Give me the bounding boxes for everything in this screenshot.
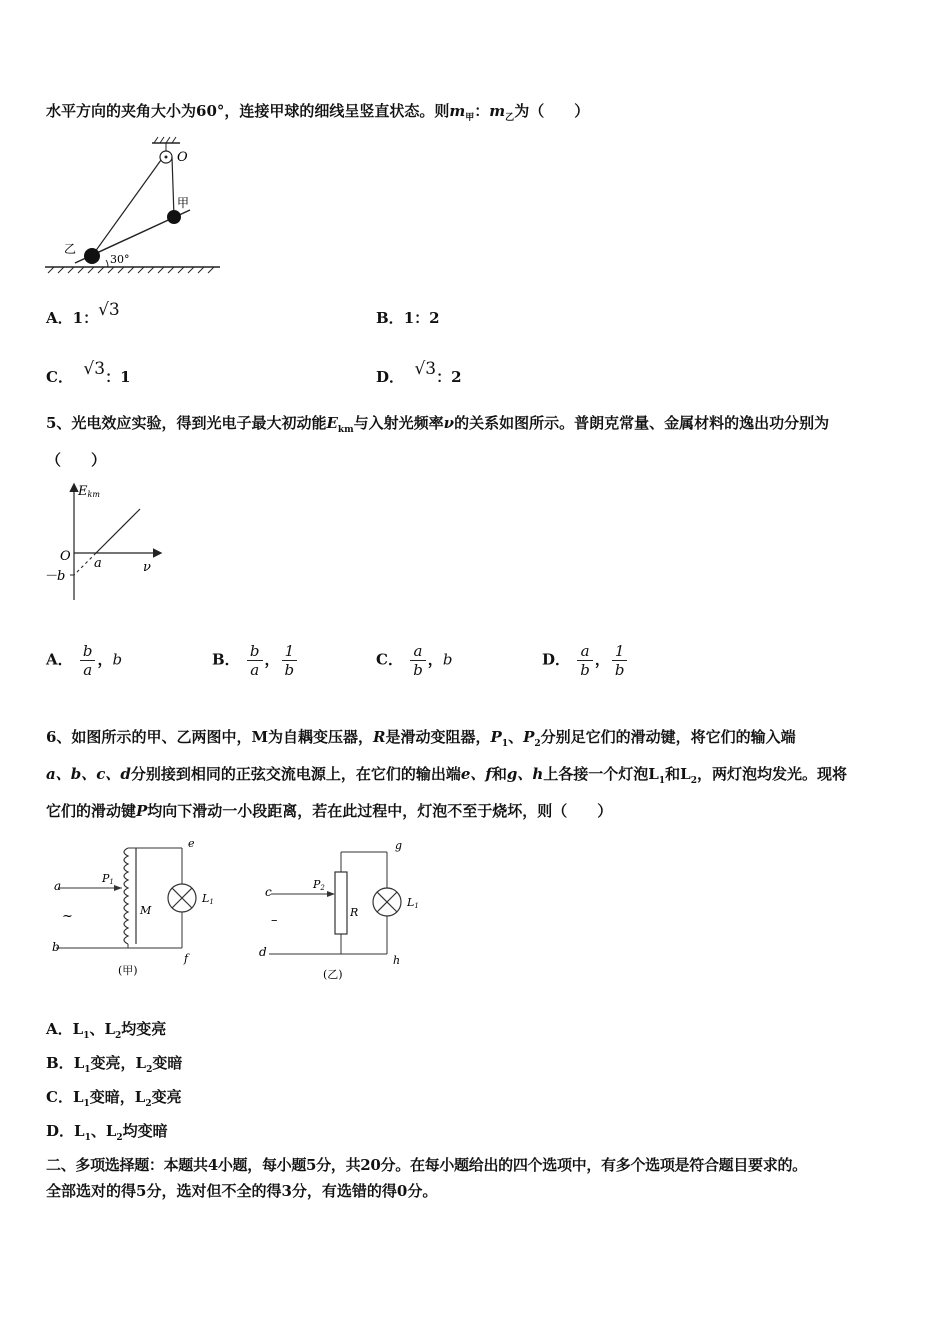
q6-option-d[interactable]: D．$L_1$、$L_2$均变暗 <box>46 1122 168 1143</box>
q5-line-solid <box>96 509 140 553</box>
q6-jia-a: a <box>54 879 62 893</box>
q5-origin: O <box>60 549 71 564</box>
q5-option-a[interactable]: A． $\frac{b}{a}$ ，b <box>46 642 123 679</box>
q6-yi-d: d <box>259 945 267 959</box>
q5-option-d-letter: D． <box>542 650 571 669</box>
q4-option-c-sqrt: √3 <box>83 359 106 379</box>
q5-option-d[interactable]: D． $\frac{a}{b}$ ， $\frac{1}{b}$ <box>542 642 629 679</box>
q5-option-c-letter: C． <box>376 650 403 669</box>
q6-stem-line2: a、b、c、d分别接到相同的正弦交流电源上，在它们的输出端e、f和g、h上各接一个灯泡$L_1$和$L_2$，两灯泡均发光。现将 <box>46 765 847 786</box>
q6-jia-caption: (甲) <box>118 964 138 977</box>
q6-yi-caption: (乙) <box>323 968 343 981</box>
q5-option-a-letter: A． <box>46 650 73 669</box>
q5-stem <box>46 413 829 440</box>
q5-line-dashed <box>74 553 96 575</box>
q6-yi-dash: – <box>271 913 278 928</box>
q6-jia-tilde: ~ <box>62 909 73 924</box>
q4-option-b-text: 1：2 <box>403 309 440 327</box>
q5-y-label: Ekm <box>78 484 100 499</box>
q5-option-d-frac1: $\frac{a}{b}$ <box>577 642 593 679</box>
q5-stem-mid: 与入射光频率 <box>353 414 444 432</box>
q5-nu: ν <box>443 414 455 432</box>
q5-stem-text: 5、光电效应实验，得到光电子最大初动能 <box>46 414 327 432</box>
q6-yi-g: g <box>395 839 403 852</box>
q4-option-c-post: ：1 <box>105 368 131 386</box>
section2-scoring: 全部选对的得5分，选对但不全的得3分，有选错的得0分。 <box>46 1182 438 1200</box>
q5-graph <box>40 480 170 610</box>
q6-yi-p2: P2 <box>313 878 325 892</box>
q5-option-c-tail: b <box>442 650 453 669</box>
q5-option-d-frac2: $\frac{1}{b}$ <box>612 642 628 679</box>
q4-label-jia: 甲 <box>177 196 190 210</box>
q4-colon: ： <box>474 102 490 120</box>
q6-jia-m: M <box>140 904 152 917</box>
q4-label-yi: 乙 <box>64 242 77 256</box>
q5-stem-line2 <box>46 450 106 470</box>
q4-mass-yi: m <box>489 102 506 120</box>
q5-option-b-frac2: $\frac{1}{b}$ <box>282 642 298 679</box>
q6-option-c[interactable]: C．$L_1$变暗，$L_2$变亮 <box>46 1088 182 1109</box>
q4-option-d-post: ：2 <box>436 368 462 386</box>
q6-yi-c: c <box>265 885 272 899</box>
q5-ek: E <box>326 414 338 432</box>
q4-mass-jia-sub: 甲 <box>465 113 475 123</box>
q5-option-c[interactable]: C． $\frac{a}{b}$ ，b <box>376 642 453 679</box>
q4-figure <box>40 135 230 280</box>
q4-mass-yi-sub: 乙 <box>505 113 515 123</box>
q6-jia-b: b <box>52 940 60 954</box>
q5-x-label: ν <box>143 560 151 575</box>
q4-option-a-letter: A． <box>46 309 73 327</box>
q5-intercept-b: －b <box>44 569 66 584</box>
q4-stem-text: 水平方向的夹角大小为60°，连接甲球的细线呈竖直状态。则 <box>46 102 450 120</box>
q6-yi-l1: L1 <box>407 896 419 910</box>
q6-jia-p1: P1 <box>102 872 114 886</box>
q4-option-c-letter: C． <box>46 368 73 386</box>
q6-figure-yi <box>255 838 435 983</box>
q5-option-b-frac1: $\frac{b}{a}$ <box>247 642 263 679</box>
q6-jia-l1: L1 <box>202 892 214 906</box>
q5-option-c-frac: $\frac{a}{b}$ <box>410 642 426 679</box>
q5-option-b-letter: B． <box>212 650 240 669</box>
q5-ek-sub: km <box>337 425 354 435</box>
q4-option-b-letter: B． <box>376 309 404 327</box>
q6-jia-e: e <box>188 837 195 850</box>
q4-label-angle: 30° <box>110 253 130 266</box>
q4-ball-jia <box>167 210 181 224</box>
q6-option-b[interactable]: B．$L_1$变亮，$L_2$变暗 <box>46 1054 183 1075</box>
q6-yi-h: h <box>393 954 401 967</box>
q4-option-a[interactable] <box>46 300 120 328</box>
q4-stem <box>46 101 589 128</box>
q6-stem-line3: 它们的滑动键P均向下滑动一小段距离，若在此过程中，灯泡不至于烧坏，则（ ） <box>46 802 613 820</box>
q4-option-b[interactable] <box>376 308 440 328</box>
q5-intercept-a: a <box>94 556 102 571</box>
section2-heading: 二、多项选择题：本题共4小题，每小题5分，共20分。在每小题给出的四个选项中，有多个选项是符合题目要求的。 <box>46 1156 807 1174</box>
q6-figure-jia <box>46 838 236 983</box>
q4-mass-jia: m <box>449 102 466 120</box>
q5-stem-end: 的关系如图所示。普朗克常量、金属材料的逸出功分别为 <box>454 414 830 432</box>
q4-option-a-pre: 1： <box>72 309 99 327</box>
q4-option-a-sqrt: √3 <box>98 300 120 320</box>
q6-yi-rheostat <box>335 872 347 934</box>
q6-jia-f: f <box>184 952 189 965</box>
q5-option-b[interactable]: B． $\frac{b}{a}$ ， $\frac{1}{b}$ <box>212 642 299 679</box>
q5-stem-paren: （ ） <box>46 451 107 469</box>
q6-option-a[interactable]: A．$L_1$、$L_2$均变亮 <box>46 1020 167 1041</box>
q4-ball-yi <box>84 248 100 264</box>
q5-option-a-tail: b <box>112 650 123 669</box>
q4-label-o: O <box>177 150 188 165</box>
q4-stem-end: 为（ ） <box>514 102 590 120</box>
q4-option-c[interactable] <box>46 359 131 387</box>
q6-stem-line1: 6、如图所示的甲、乙两图中，M为自耦变压器，R是滑动变阻器，$P_1$、$P_2$分别足它们的滑动键，将它们的输入端 <box>46 728 796 749</box>
q4-option-d-sqrt: √3 <box>414 359 437 379</box>
q5-option-a-frac: $\frac{b}{a}$ <box>80 642 96 679</box>
q6-yi-r: R <box>350 906 359 919</box>
q4-option-d-letter: D． <box>376 368 405 386</box>
q4-option-d[interactable] <box>376 359 462 387</box>
